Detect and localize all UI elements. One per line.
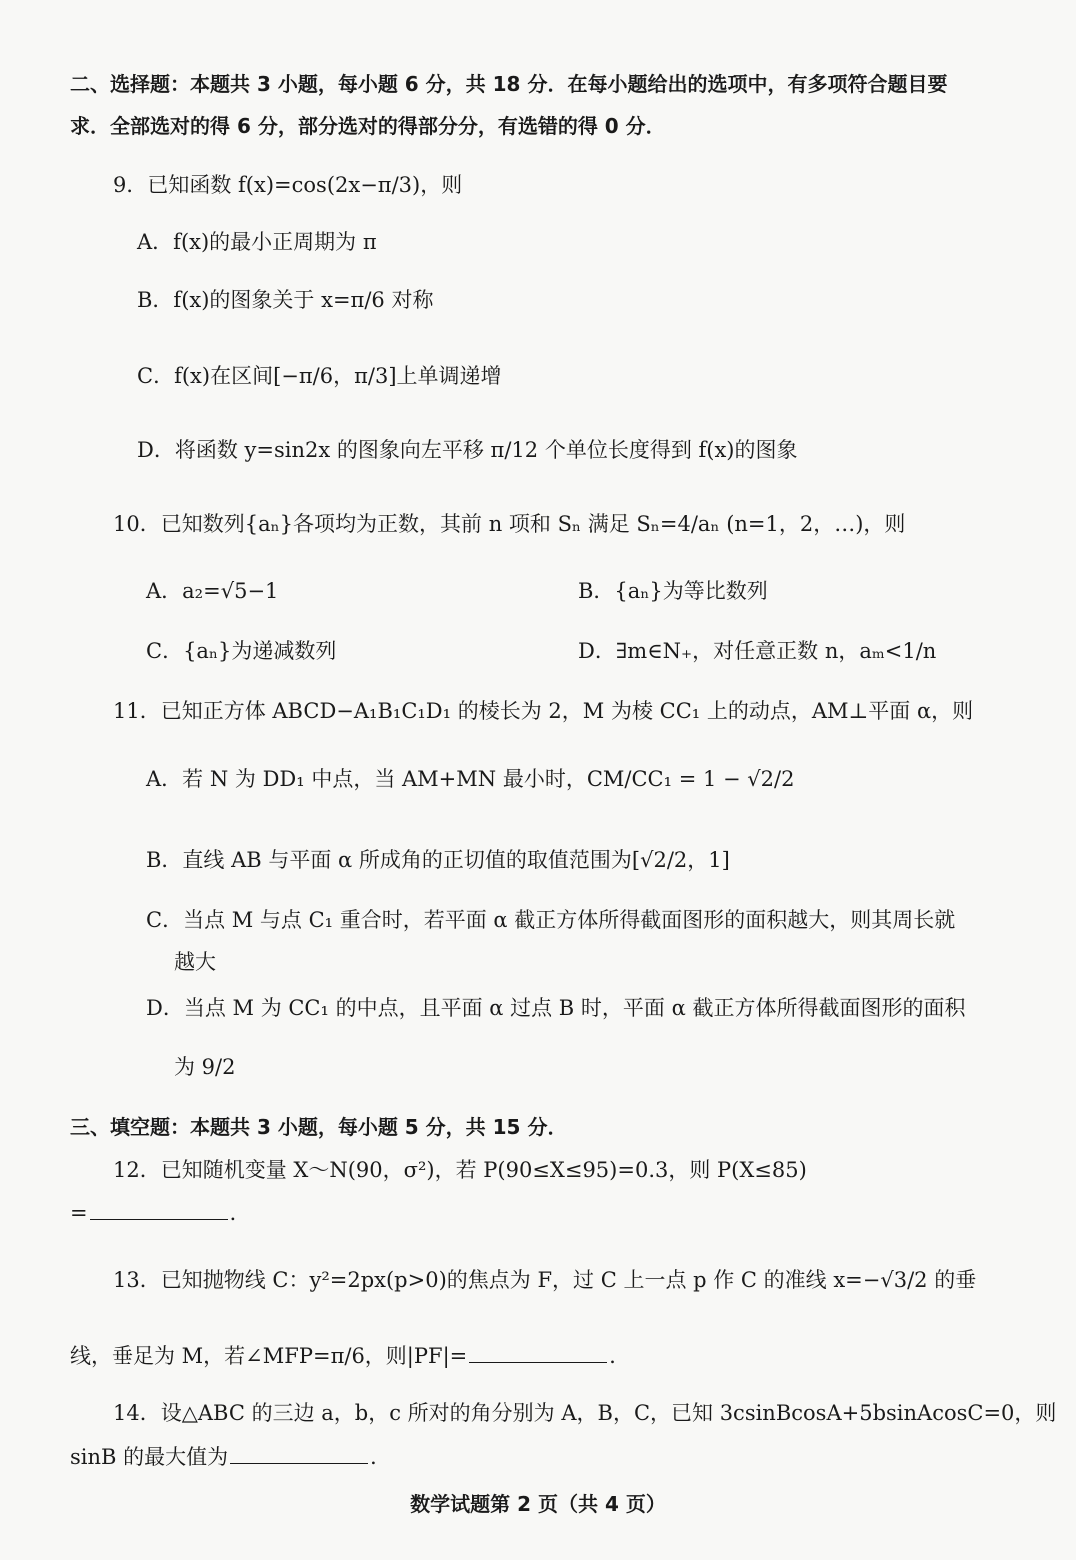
q13-answer-blank[interactable] — [469, 1361, 607, 1363]
q12-line2 — [70, 1203, 251, 1224]
q13-line1: 13．已知抛物线 C：y²=2px(p>0)的焦点为 F，过 C 上一点 p 作 C 的准线 x=−√3/2 的垂 — [113, 1268, 977, 1292]
section2-heading-line1: 二、选择题：本题共 3 小题，每小题 6 分，共 18 分．在每小题给出的选项中，有多项符合题目要 — [70, 72, 948, 96]
section3-heading: 三、填空题：本题共 3 小题，每小题 5 分，共 15 分． — [70, 1115, 568, 1139]
section2-heading-line2: 求．全部选对的得 6 分，部分选对的得部分分，有选错的得 0 分． — [70, 114, 666, 138]
q9-stem: 9．已知函数 f(x)=cos(2x−π/3)，则 — [113, 173, 463, 197]
q12-answer-blank[interactable] — [90, 1218, 228, 1220]
q9-option-b: B．f(x)的图象关于 x=π/6 对称 — [137, 288, 434, 312]
q12-line1: 12．已知随机变量 X～N(90，σ²)，若 P(90≤X≤95)=0.3，则 P(X≤85) — [113, 1158, 807, 1182]
q10-option-a: A．a₂=√5−1 — [146, 579, 279, 603]
q11-stem: 11．已知正方体 ABCD−A₁B₁C₁D₁ 的棱长为 2，M 为棱 CC₁ 上的动点，AM⊥平面 α，则 — [113, 699, 974, 723]
q12-equals: = — [70, 1201, 88, 1225]
q10-stem: 10．已知数列{aₙ}各项均为正数，其前 n 项和 Sₙ 满足 Sₙ=4/aₙ (n=1，2，…)，则 — [113, 512, 906, 536]
q12-end: ． — [229, 1201, 251, 1225]
page-footer: 数学试题第 2 页（共 4 页） — [410, 1492, 666, 1516]
q11-option-a: A．若 N 为 DD₁ 中点，当 AM+MN 最小时，CM/CC₁ = 1 − √2/2 — [146, 767, 795, 791]
q10-option-c: C．{aₙ}为递减数列 — [146, 639, 337, 663]
q14-line2 — [70, 1447, 391, 1468]
q11-option-d-line1: D．当点 M 为 CC₁ 的中点，且平面 α 过点 B 时，平面 α 截正方体所得截面图形的面积 — [146, 996, 966, 1020]
q10-option-d: D．∃m∈N₊，对任意正数 n，aₘ<1/n — [578, 639, 937, 663]
q13-text: 线，垂足为 M，若∠MFP=π/6，则|PF|= — [70, 1344, 468, 1368]
q11-option-c-line2: 越大 — [174, 950, 216, 974]
q9-option-a: A．f(x)的最小正周期为 π — [137, 230, 377, 254]
q13-end: ． — [609, 1344, 631, 1368]
q9-option-d: D．将函数 y=sin2x 的图象向左平移 π/12 个单位长度得到 f(x)的图象 — [137, 438, 798, 462]
q14-answer-blank[interactable] — [230, 1462, 368, 1464]
q14-end: ． — [370, 1445, 392, 1469]
q11-option-d-line2: 为 9/2 — [174, 1055, 236, 1079]
q9-option-c: C．f(x)在区间[−π/6，π/3]上单调递增 — [137, 364, 502, 388]
q11-option-b: B．直线 AB 与平面 α 所成角的正切值的取值范围为[√2/2，1] — [146, 848, 730, 872]
q14-line1: 14．设△ABC 的三边 a，b，c 所对的角分别为 A，B，C，已知 3csinBcosA+5bsinAcosC=0，则 — [113, 1401, 1057, 1425]
q11-option-c-line1: C．当点 M 与点 C₁ 重合时，若平面 α 截正方体所得截面图形的面积越大，则其周长就 — [146, 908, 956, 932]
q13-line2 — [70, 1346, 630, 1367]
q10-option-b: B．{aₙ}为等比数列 — [578, 579, 768, 603]
q14-text: sinB 的最大值为 — [70, 1445, 229, 1469]
